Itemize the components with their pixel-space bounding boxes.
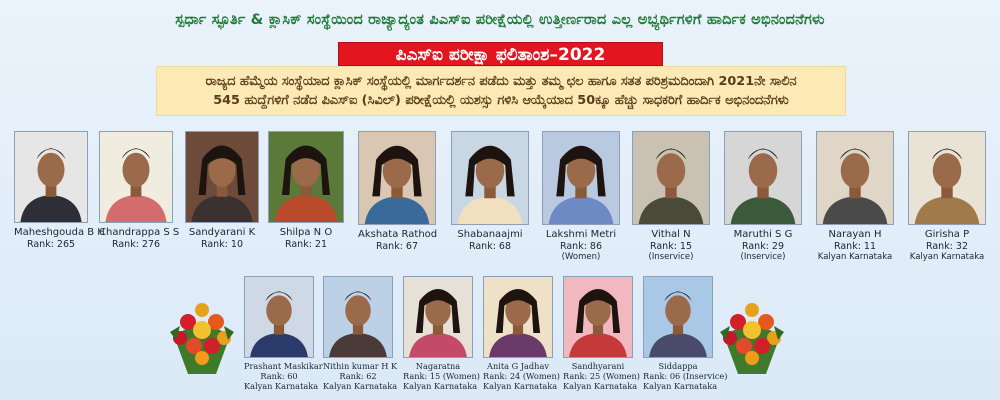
- top-congratulation-line: ಸ್ಪರ್ಧಾ ಸ್ಫೂರ್ತಿ & ಕ್ಲಾಸಿಕ್ ಸಂಸ್ಥೆಯಿಂದ ರಾಜ್ಯಾದ್ಯಂತ ಪಿಎಸ್ಐ ಪರೀಕ್ಷೆಯಲ್ಲಿ ಉತ್ತೀರ್ಣರಾದ ಎಲ್ಲ ಅಭ್ಯರ್ಥಿಗಳಿಗೆ ಹಾರ್ದಿಕ ಅಭಿನಂದನೆಗಳು: [175, 12, 825, 28]
- candidate-card: [643, 276, 728, 400]
- candidate-name: Maheshgouda B H: [14, 227, 105, 238]
- candidate-name: Chandrappa S S: [99, 227, 180, 238]
- candidate-note: Kalyan Karnataka: [817, 252, 893, 262]
- candidate-rank: Rank: 67: [375, 241, 419, 252]
- candidate-card: [358, 131, 436, 269]
- candidate-photo: [268, 131, 344, 223]
- candidate-note: Kalyan Karnataka: [909, 252, 985, 262]
- candidate-name: Shabanaajmi: [457, 229, 523, 240]
- candidate-note: Kalyan Karnataka: [323, 381, 398, 391]
- candidate-name: Shilpa N O: [279, 227, 333, 238]
- candidate-name: Akshata Rathod: [358, 229, 438, 240]
- candidate-card: [908, 131, 986, 269]
- candidate-photo: [14, 131, 88, 223]
- candidate-card: [632, 131, 710, 269]
- candidate-rank: Rank: 60: [260, 371, 298, 381]
- candidate-photo: [483, 276, 553, 358]
- candidate-note: Kalyan Karnataka: [244, 381, 319, 391]
- candidate-name: Girisha P: [924, 229, 970, 240]
- result-title-banner: ಪಿಎಸ್ಐ ಪರೀಕ್ಷಾ ಫಲಿತಾಂಶ–2022: [338, 42, 663, 66]
- candidate-rank: Rank: 32: [925, 241, 969, 252]
- candidate-card: [268, 131, 344, 267]
- candidate-note: Kalyan Karnataka: [483, 381, 558, 391]
- candidate-rank: Rank: 29: [741, 241, 785, 252]
- candidate-name: Sandyarani K: [188, 227, 256, 238]
- candidate-card: [451, 131, 529, 269]
- candidate-name: Nithin kumar H K: [323, 361, 398, 371]
- candidate-photo: [816, 131, 894, 225]
- candidate-note: Kalyan Karnataka: [403, 381, 478, 391]
- candidate-note: (Inservice): [740, 252, 786, 262]
- candidate-rank: Rank: 86: [559, 241, 603, 252]
- candidate-note: Kalyan Karnataka: [643, 381, 718, 391]
- candidate-card: [323, 276, 398, 400]
- candidate-photo: [643, 276, 713, 358]
- candidate-rank: Rank: 62: [339, 371, 377, 381]
- candidate-rank: Rank: 10: [200, 239, 244, 250]
- message-line-1: ರಾಜ್ಯದ ಹೆಮ್ಮೆಯ ಸಂಸ್ಥೆಯಾದ ಕ್ಲಾಸಿಕ್ ಸಂಸ್ಥೆಯಲ್ಲಿ ಮಾರ್ಗದರ್ಶನ ಪಡೆದು ಮತ್ತು ತಮ್ಮ ಛಲ ಹಾಗೂ ಸತತ ಪರಿಶ್ರಮದಿಂದಾಗಿ 2021ನೇ ಸಾಲಿನ: [205, 74, 797, 89]
- candidate-card: [185, 131, 259, 267]
- flower-bouquet-left: [166, 296, 238, 378]
- candidate-rank: Rank: 25 (Women): [563, 371, 640, 381]
- candidate-note: Kalyan Karnataka: [563, 381, 638, 391]
- candidate-photo: [451, 131, 529, 225]
- candidate-card: [563, 276, 640, 400]
- candidate-photo: [358, 131, 436, 225]
- flower-bouquet-right: [716, 296, 788, 378]
- candidate-rank: Rank: 11: [833, 241, 877, 252]
- candidate-photo: [542, 131, 620, 225]
- candidate-photo: [632, 131, 710, 225]
- candidate-photo: [724, 131, 802, 225]
- candidate-photo: [908, 131, 986, 225]
- message-box: [156, 66, 846, 116]
- candidate-rank: Rank: 21: [284, 239, 328, 250]
- candidate-card: [14, 131, 105, 267]
- candidate-card: [724, 131, 802, 269]
- message-line-2: 545 ಹುದ್ದೆಗಳಿಗೆ ನಡೆದ ಪಿಎಸ್ಐ (ಸಿವಿಲ್) ಪರೀಕ್ಷೆಯಲ್ಲಿ ಯಶಸ್ಸು ಗಳಿಸಿ ಆಯ್ಕೆಯಾದ 50ಕ್ಕೂ ಹೆಚ್ಚು ಸಾಧಕರಿಗೆ ಹಾರ್ದಿಕ ಅಭಿನಂದನೆಗಳು: [213, 93, 789, 108]
- candidate-photo: [185, 131, 259, 223]
- candidate-rank: Rank: 15 (Women): [403, 371, 480, 381]
- candidate-photo: [99, 131, 173, 223]
- candidate-name: Siddappa: [658, 361, 698, 371]
- candidate-photo: [323, 276, 393, 358]
- candidate-rank: Rank: 276: [111, 239, 161, 250]
- candidate-rank: Rank: 06 (Inservice): [643, 371, 728, 381]
- candidate-rank: Rank: 68: [468, 241, 512, 252]
- candidate-photo: [244, 276, 314, 358]
- candidate-rank: Rank: 265: [26, 239, 76, 250]
- candidate-rank: Rank: 24 (Women): [483, 371, 560, 381]
- candidate-card: [542, 131, 620, 269]
- candidate-name: Prashant Maskikar: [244, 361, 323, 371]
- candidate-photo: [563, 276, 633, 358]
- candidate-name: Sandhyarani: [571, 361, 625, 371]
- candidate-name: Nagaratna: [415, 361, 461, 371]
- candidate-card: [483, 276, 560, 400]
- candidate-name: Narayan H: [828, 229, 882, 240]
- candidate-photo: [403, 276, 473, 358]
- candidate-rank: Rank: 15: [649, 241, 693, 252]
- candidate-card: [244, 276, 323, 400]
- candidate-note: (Women): [561, 252, 601, 262]
- candidate-card: [403, 276, 480, 400]
- candidate-card: [99, 131, 180, 267]
- candidate-note: (Inservice): [648, 252, 694, 262]
- candidate-name: Anita G Jadhav: [487, 361, 549, 371]
- candidate-name: Lakshmi Metri: [545, 229, 617, 240]
- candidate-name: Vithal N: [651, 229, 691, 240]
- candidate-name: Maruthi S G: [733, 229, 793, 240]
- candidate-card: [816, 131, 894, 269]
